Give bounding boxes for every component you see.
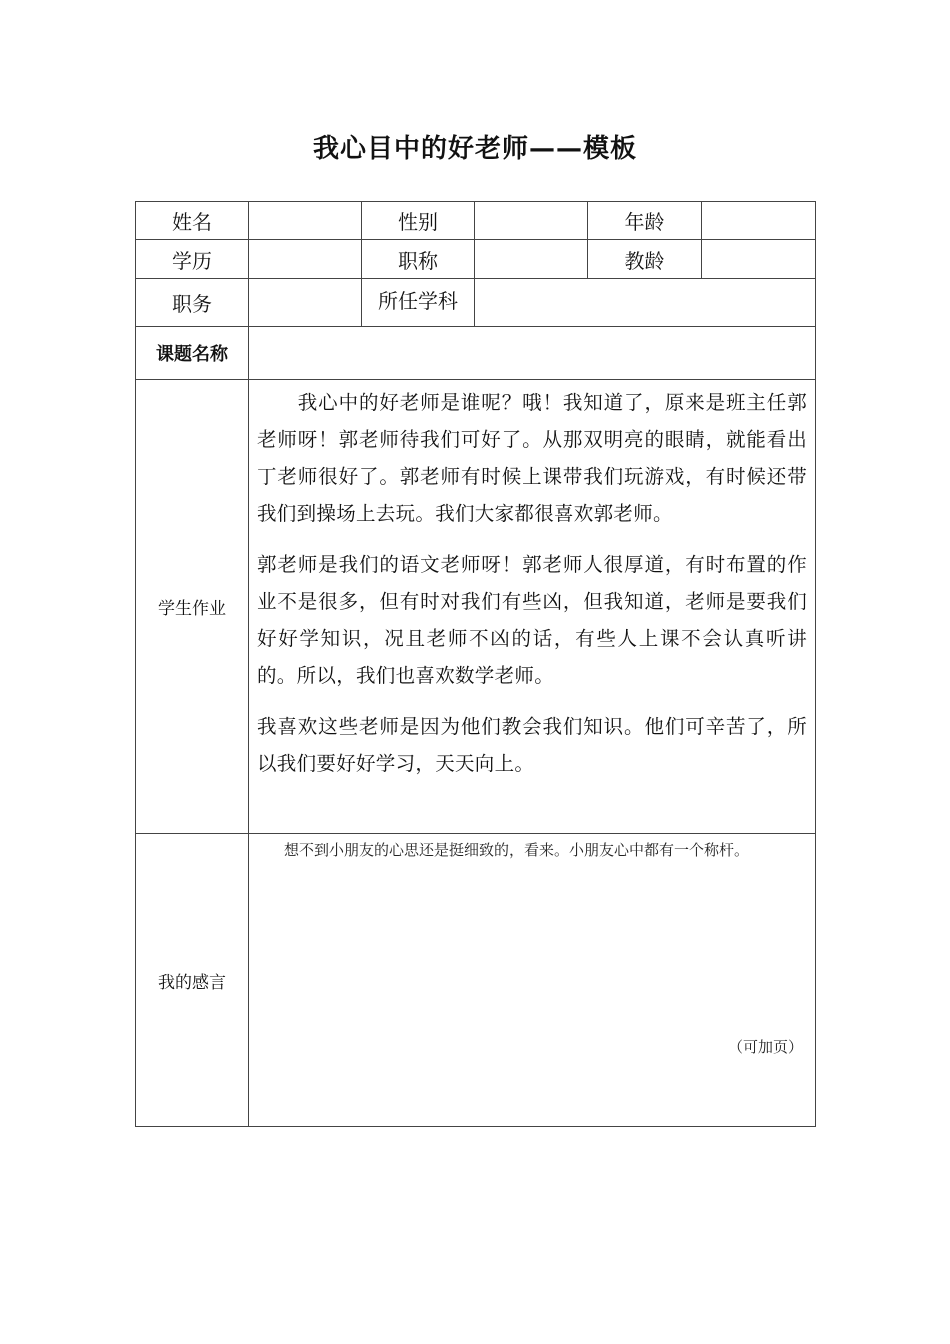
reflection-label: 我的感言 — [136, 834, 249, 1127]
age-label: 年龄 — [588, 202, 702, 240]
gender-field[interactable] — [475, 202, 588, 240]
page-title: 我心目中的好老师——模板 — [312, 134, 637, 164]
reflection-content[interactable] — [249, 834, 816, 1127]
gender-label: 性别 — [362, 202, 475, 240]
teaching-years-label: 教龄 — [588, 240, 702, 279]
subject-label: 所任学科 — [362, 279, 475, 327]
essay-paragraph: 郭老师是我们的语文老师呀！郭老师人很厚道，有时布置的作业不是很多，但有时对我们有些凶，但我知道，老师是要我们好好学知识，况且老师不凶的话，有些人上课不会认真听讲的。所以，我们也喜欢数学老师。 — [257, 553, 807, 687]
topic-field[interactable] — [249, 327, 816, 380]
reflection-text: 想不到小朋友的心思还是挺细致的，看来。小朋友心中都有一个称杆。 — [284, 841, 750, 859]
rank-label: 职称 — [362, 240, 475, 279]
essay-paragraph: 我喜欢这些老师是因为他们教会我们知识。他们可辛苦了，所以我们要好好学习，天天向上。 — [257, 715, 807, 775]
position-label: 职务 — [136, 279, 249, 327]
subject-field[interactable] — [475, 279, 816, 327]
age-field[interactable] — [702, 202, 816, 240]
name-field[interactable] — [249, 202, 362, 240]
essay-paragraph: 我心中的好老师是谁呢？哦！我知道了，原来是班主任郭老师呀！郭老师待我们可好了。从那双明亮的眼睛，就能看出丁老师很好了。郭老师有时候上课带我们玩游戏，有时候还带我们到操场上去玩。我们大家都很喜欢郭老师。 — [257, 391, 807, 525]
homework-label: 学生作业 — [136, 380, 249, 834]
education-field[interactable] — [249, 240, 362, 279]
homework-content[interactable] — [249, 380, 816, 834]
name-label: 姓名 — [136, 202, 249, 240]
teacher-form-table — [135, 201, 816, 1127]
add-page-note: （可加页） — [727, 1038, 803, 1056]
position-field[interactable] — [249, 279, 362, 327]
education-label: 学历 — [136, 240, 249, 279]
rank-field[interactable] — [475, 240, 588, 279]
teaching-years-field[interactable] — [702, 240, 816, 279]
topic-label: 课题名称 — [136, 327, 249, 380]
